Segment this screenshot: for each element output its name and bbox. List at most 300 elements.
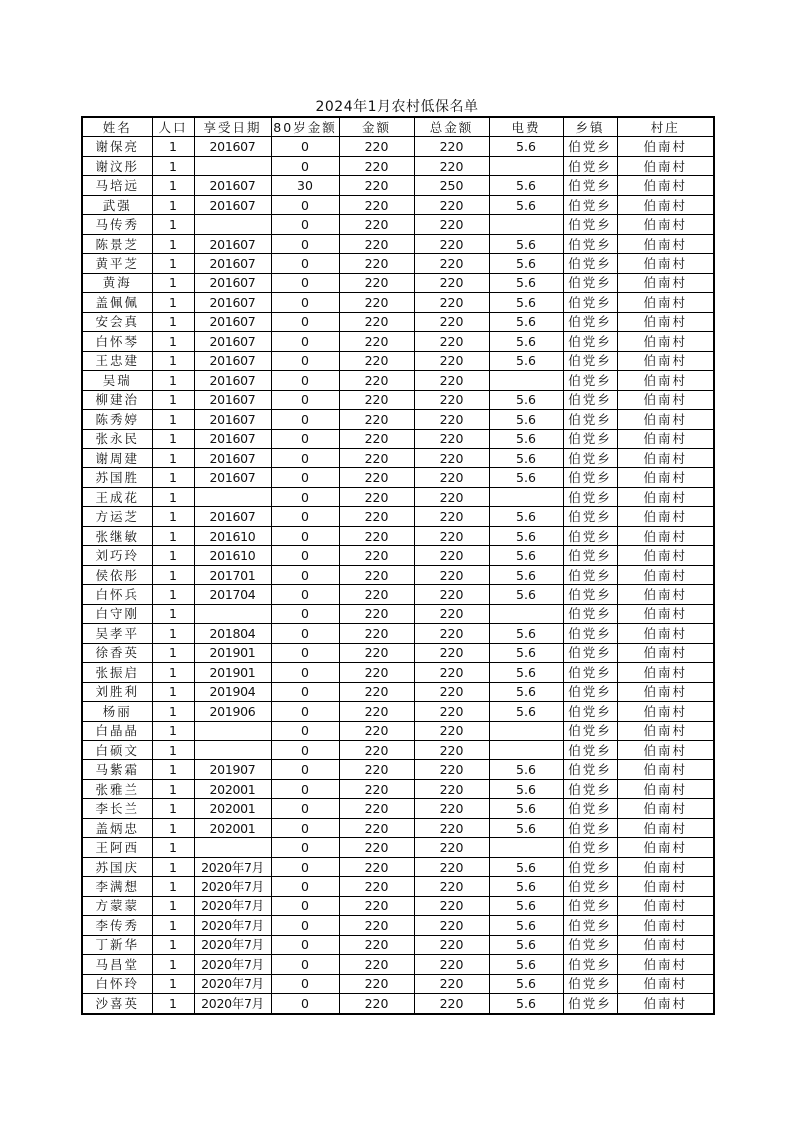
column-header-total-amount: 总金额 xyxy=(414,117,489,137)
cell-total-amount: 220 xyxy=(414,215,489,234)
cell-population: 1 xyxy=(152,916,194,935)
cell-electricity-fee: 5.6 xyxy=(489,293,563,312)
cell-township: 伯党乡 xyxy=(563,293,617,312)
cell-age80-amount: 0 xyxy=(271,916,339,935)
cell-electricity-fee xyxy=(489,741,563,760)
cell-amount: 220 xyxy=(339,974,414,993)
header-row xyxy=(82,117,714,137)
cell-age80-amount: 0 xyxy=(271,760,339,779)
cell-village: 伯南村 xyxy=(617,702,714,721)
cell-population: 1 xyxy=(152,682,194,701)
cell-age80-amount: 0 xyxy=(271,293,339,312)
cell-population: 1 xyxy=(152,838,194,857)
cell-amount: 220 xyxy=(339,935,414,954)
cell-electricity-fee: 5.6 xyxy=(489,643,563,662)
cell-population: 1 xyxy=(152,312,194,331)
cell-total-amount: 220 xyxy=(414,293,489,312)
table-row xyxy=(82,857,714,876)
cell-total-amount: 220 xyxy=(414,254,489,273)
column-header-amount: 金额 xyxy=(339,117,414,137)
cell-population: 1 xyxy=(152,721,194,740)
cell-population: 1 xyxy=(152,741,194,760)
cell-township: 伯党乡 xyxy=(563,410,617,429)
cell-age80-amount: 0 xyxy=(271,448,339,467)
cell-name: 侯依彤 xyxy=(82,565,152,584)
cell-electricity-fee: 5.6 xyxy=(489,994,563,1014)
cell-amount: 220 xyxy=(339,156,414,175)
cell-population: 1 xyxy=(152,604,194,623)
cell-age80-amount: 0 xyxy=(271,234,339,253)
cell-total-amount: 220 xyxy=(414,429,489,448)
subsidy-table xyxy=(81,116,715,1015)
cell-name: 王成花 xyxy=(82,487,152,506)
cell-village: 伯南村 xyxy=(617,935,714,954)
table-row xyxy=(82,741,714,760)
cell-village: 伯南村 xyxy=(617,215,714,234)
cell-age80-amount: 0 xyxy=(271,779,339,798)
cell-age80-amount: 0 xyxy=(271,721,339,740)
cell-population: 1 xyxy=(152,293,194,312)
cell-age80-amount: 30 xyxy=(271,176,339,195)
cell-township: 伯党乡 xyxy=(563,838,617,857)
cell-village: 伯南村 xyxy=(617,994,714,1014)
cell-village: 伯南村 xyxy=(617,643,714,662)
cell-age80-amount: 0 xyxy=(271,215,339,234)
cell-name: 谢周建 xyxy=(82,448,152,467)
table-row xyxy=(82,818,714,837)
cell-township: 伯党乡 xyxy=(563,526,617,545)
cell-start-date: 2020年7月 xyxy=(194,896,271,915)
cell-township: 伯党乡 xyxy=(563,818,617,837)
cell-village: 伯南村 xyxy=(617,410,714,429)
cell-total-amount: 220 xyxy=(414,410,489,429)
cell-total-amount: 250 xyxy=(414,176,489,195)
cell-name: 马昌堂 xyxy=(82,955,152,974)
cell-name: 方运芝 xyxy=(82,507,152,526)
cell-start-date: 2020年7月 xyxy=(194,955,271,974)
cell-amount: 220 xyxy=(339,390,414,409)
cell-population: 1 xyxy=(152,955,194,974)
cell-amount: 220 xyxy=(339,585,414,604)
cell-age80-amount: 0 xyxy=(271,429,339,448)
cell-electricity-fee: 5.6 xyxy=(489,332,563,351)
cell-township: 伯党乡 xyxy=(563,682,617,701)
cell-electricity-fee: 5.6 xyxy=(489,234,563,253)
cell-village: 伯南村 xyxy=(617,507,714,526)
cell-village: 伯南村 xyxy=(617,526,714,545)
cell-population: 1 xyxy=(152,896,194,915)
document-title: 2024年1月农村低保名单 xyxy=(315,99,479,115)
cell-amount: 220 xyxy=(339,332,414,351)
table-row xyxy=(82,974,714,993)
cell-start-date: 2020年7月 xyxy=(194,935,271,954)
cell-name: 李传秀 xyxy=(82,916,152,935)
cell-electricity-fee xyxy=(489,156,563,175)
cell-start-date: 201607 xyxy=(194,176,271,195)
cell-total-amount: 220 xyxy=(414,818,489,837)
table-row xyxy=(82,293,714,312)
cell-total-amount: 220 xyxy=(414,877,489,896)
cell-total-amount: 220 xyxy=(414,604,489,623)
cell-township: 伯党乡 xyxy=(563,565,617,584)
table-row xyxy=(82,234,714,253)
cell-start-date: 201607 xyxy=(194,429,271,448)
cell-start-date: 201610 xyxy=(194,546,271,565)
table-row xyxy=(82,994,714,1014)
cell-amount: 220 xyxy=(339,857,414,876)
table-row xyxy=(82,838,714,857)
cell-name: 杨丽 xyxy=(82,702,152,721)
column-header-age80-amount: 80岁金额 xyxy=(271,117,339,137)
cell-township: 伯党乡 xyxy=(563,741,617,760)
cell-population: 1 xyxy=(152,624,194,643)
table-row xyxy=(82,429,714,448)
cell-village: 伯南村 xyxy=(617,663,714,682)
cell-start-date: 201701 xyxy=(194,565,271,584)
cell-age80-amount: 0 xyxy=(271,507,339,526)
cell-start-date xyxy=(194,838,271,857)
cell-village: 伯南村 xyxy=(617,234,714,253)
table-row xyxy=(82,487,714,506)
cell-township: 伯党乡 xyxy=(563,390,617,409)
cell-population: 1 xyxy=(152,857,194,876)
cell-village: 伯南村 xyxy=(617,332,714,351)
cell-amount: 220 xyxy=(339,624,414,643)
cell-amount: 220 xyxy=(339,215,414,234)
cell-total-amount: 220 xyxy=(414,507,489,526)
cell-electricity-fee: 5.6 xyxy=(489,137,563,156)
cell-age80-amount: 0 xyxy=(271,390,339,409)
cell-village: 伯南村 xyxy=(617,137,714,156)
cell-amount: 220 xyxy=(339,507,414,526)
cell-name: 苏国胜 xyxy=(82,468,152,487)
cell-population: 1 xyxy=(152,799,194,818)
cell-electricity-fee: 5.6 xyxy=(489,799,563,818)
cell-total-amount: 220 xyxy=(414,663,489,682)
cell-village: 伯南村 xyxy=(617,877,714,896)
cell-name: 白守刚 xyxy=(82,604,152,623)
cell-township: 伯党乡 xyxy=(563,663,617,682)
cell-electricity-fee: 5.6 xyxy=(489,254,563,273)
table-row xyxy=(82,877,714,896)
cell-age80-amount: 0 xyxy=(271,624,339,643)
cell-name: 武强 xyxy=(82,195,152,214)
cell-township: 伯党乡 xyxy=(563,273,617,292)
cell-age80-amount: 0 xyxy=(271,838,339,857)
cell-village: 伯南村 xyxy=(617,624,714,643)
cell-name: 徐香英 xyxy=(82,643,152,662)
cell-name: 白怀琴 xyxy=(82,332,152,351)
cell-total-amount: 220 xyxy=(414,137,489,156)
cell-total-amount: 220 xyxy=(414,448,489,467)
cell-village: 伯南村 xyxy=(617,487,714,506)
column-header-township: 乡镇 xyxy=(563,117,617,137)
cell-name: 盖佩佩 xyxy=(82,293,152,312)
cell-total-amount: 220 xyxy=(414,779,489,798)
table-row xyxy=(82,565,714,584)
table-row xyxy=(82,410,714,429)
cell-electricity-fee: 5.6 xyxy=(489,818,563,837)
cell-name: 马培远 xyxy=(82,176,152,195)
cell-electricity-fee: 5.6 xyxy=(489,877,563,896)
cell-total-amount: 220 xyxy=(414,371,489,390)
cell-population: 1 xyxy=(152,818,194,837)
cell-amount: 220 xyxy=(339,254,414,273)
cell-amount: 220 xyxy=(339,137,414,156)
cell-amount: 220 xyxy=(339,799,414,818)
cell-name: 白晶晶 xyxy=(82,721,152,740)
cell-total-amount: 220 xyxy=(414,585,489,604)
table-row xyxy=(82,702,714,721)
cell-name: 苏国庆 xyxy=(82,857,152,876)
column-header-electricity-fee: 电费 xyxy=(489,117,563,137)
cell-total-amount: 220 xyxy=(414,351,489,370)
cell-age80-amount: 0 xyxy=(271,663,339,682)
cell-total-amount: 220 xyxy=(414,487,489,506)
cell-start-date: 2020年7月 xyxy=(194,974,271,993)
cell-township: 伯党乡 xyxy=(563,721,617,740)
cell-start-date: 201607 xyxy=(194,351,271,370)
cell-electricity-fee: 5.6 xyxy=(489,351,563,370)
cell-start-date: 201607 xyxy=(194,293,271,312)
cell-total-amount: 220 xyxy=(414,390,489,409)
cell-start-date: 201901 xyxy=(194,643,271,662)
cell-population: 1 xyxy=(152,760,194,779)
cell-amount: 220 xyxy=(339,176,414,195)
cell-village: 伯南村 xyxy=(617,818,714,837)
cell-start-date: 202001 xyxy=(194,779,271,798)
cell-total-amount: 220 xyxy=(414,955,489,974)
cell-start-date: 201607 xyxy=(194,195,271,214)
cell-name: 刘胜利 xyxy=(82,682,152,701)
cell-total-amount: 220 xyxy=(414,156,489,175)
cell-age80-amount: 0 xyxy=(271,935,339,954)
cell-age80-amount: 0 xyxy=(271,332,339,351)
cell-name: 张继敏 xyxy=(82,526,152,545)
cell-start-date: 201607 xyxy=(194,273,271,292)
cell-start-date: 2020年7月 xyxy=(194,994,271,1014)
cell-township: 伯党乡 xyxy=(563,332,617,351)
cell-electricity-fee: 5.6 xyxy=(489,507,563,526)
cell-population: 1 xyxy=(152,585,194,604)
cell-name: 陈秀婷 xyxy=(82,410,152,429)
cell-electricity-fee: 5.6 xyxy=(489,682,563,701)
cell-start-date: 201607 xyxy=(194,468,271,487)
column-header-name: 姓名 xyxy=(82,117,152,137)
cell-age80-amount: 0 xyxy=(271,604,339,623)
cell-population: 1 xyxy=(152,254,194,273)
cell-village: 伯南村 xyxy=(617,312,714,331)
cell-township: 伯党乡 xyxy=(563,468,617,487)
cell-amount: 220 xyxy=(339,565,414,584)
cell-start-date: 201607 xyxy=(194,254,271,273)
cell-name: 吴孝平 xyxy=(82,624,152,643)
table-row xyxy=(82,351,714,370)
cell-village: 伯南村 xyxy=(617,682,714,701)
table-body xyxy=(82,137,714,1014)
table-row xyxy=(82,156,714,175)
cell-amount: 220 xyxy=(339,643,414,662)
cell-population: 1 xyxy=(152,526,194,545)
cell-township: 伯党乡 xyxy=(563,955,617,974)
cell-township: 伯党乡 xyxy=(563,312,617,331)
cell-name: 张永民 xyxy=(82,429,152,448)
table-row xyxy=(82,546,714,565)
cell-total-amount: 220 xyxy=(414,565,489,584)
cell-township: 伯党乡 xyxy=(563,779,617,798)
cell-electricity-fee: 5.6 xyxy=(489,526,563,545)
cell-township: 伯党乡 xyxy=(563,799,617,818)
cell-age80-amount: 0 xyxy=(271,974,339,993)
cell-village: 伯南村 xyxy=(617,741,714,760)
cell-total-amount: 220 xyxy=(414,234,489,253)
table-row xyxy=(82,799,714,818)
cell-amount: 220 xyxy=(339,604,414,623)
cell-name: 王阿西 xyxy=(82,838,152,857)
cell-total-amount: 220 xyxy=(414,838,489,857)
cell-population: 1 xyxy=(152,273,194,292)
cell-name: 吴瑞 xyxy=(82,371,152,390)
cell-population: 1 xyxy=(152,663,194,682)
table-row xyxy=(82,663,714,682)
cell-township: 伯党乡 xyxy=(563,176,617,195)
cell-total-amount: 220 xyxy=(414,526,489,545)
cell-name: 方蒙蒙 xyxy=(82,896,152,915)
cell-name: 张振启 xyxy=(82,663,152,682)
cell-electricity-fee: 5.6 xyxy=(489,546,563,565)
cell-start-date xyxy=(194,721,271,740)
cell-amount: 220 xyxy=(339,896,414,915)
cell-total-amount: 220 xyxy=(414,195,489,214)
table-row xyxy=(82,371,714,390)
cell-total-amount: 220 xyxy=(414,896,489,915)
cell-population: 1 xyxy=(152,468,194,487)
cell-village: 伯南村 xyxy=(617,799,714,818)
cell-amount: 220 xyxy=(339,410,414,429)
table-row xyxy=(82,916,714,935)
cell-township: 伯党乡 xyxy=(563,916,617,935)
table-row xyxy=(82,176,714,195)
cell-age80-amount: 0 xyxy=(271,818,339,837)
table-row xyxy=(82,760,714,779)
cell-electricity-fee xyxy=(489,604,563,623)
cell-electricity-fee xyxy=(489,721,563,740)
cell-name: 谢汶彤 xyxy=(82,156,152,175)
cell-township: 伯党乡 xyxy=(563,137,617,156)
cell-amount: 220 xyxy=(339,916,414,935)
cell-electricity-fee xyxy=(489,215,563,234)
cell-village: 伯南村 xyxy=(617,429,714,448)
cell-age80-amount: 0 xyxy=(271,273,339,292)
cell-electricity-fee: 5.6 xyxy=(489,974,563,993)
table-row xyxy=(82,332,714,351)
cell-village: 伯南村 xyxy=(617,156,714,175)
cell-population: 1 xyxy=(152,877,194,896)
cell-age80-amount: 0 xyxy=(271,468,339,487)
cell-amount: 220 xyxy=(339,273,414,292)
cell-age80-amount: 0 xyxy=(271,643,339,662)
table-row xyxy=(82,682,714,701)
cell-electricity-fee: 5.6 xyxy=(489,410,563,429)
table-row xyxy=(82,721,714,740)
cell-village: 伯南村 xyxy=(617,838,714,857)
table-row xyxy=(82,195,714,214)
cell-township: 伯党乡 xyxy=(563,604,617,623)
cell-name: 白怀玲 xyxy=(82,974,152,993)
cell-population: 1 xyxy=(152,176,194,195)
cell-amount: 220 xyxy=(339,663,414,682)
cell-population: 1 xyxy=(152,156,194,175)
column-header-village: 村庄 xyxy=(617,117,714,137)
cell-village: 伯南村 xyxy=(617,448,714,467)
cell-start-date: 201607 xyxy=(194,507,271,526)
cell-age80-amount: 0 xyxy=(271,156,339,175)
table-row xyxy=(82,215,714,234)
table-row xyxy=(82,935,714,954)
cell-population: 1 xyxy=(152,779,194,798)
cell-name: 安会真 xyxy=(82,312,152,331)
cell-electricity-fee: 5.6 xyxy=(489,312,563,331)
cell-village: 伯南村 xyxy=(617,546,714,565)
cell-electricity-fee xyxy=(489,371,563,390)
cell-village: 伯南村 xyxy=(617,585,714,604)
cell-village: 伯南村 xyxy=(617,955,714,974)
cell-start-date: 2020年7月 xyxy=(194,857,271,876)
cell-start-date: 201704 xyxy=(194,585,271,604)
cell-electricity-fee: 5.6 xyxy=(489,273,563,292)
cell-total-amount: 220 xyxy=(414,624,489,643)
cell-start-date: 201607 xyxy=(194,448,271,467)
cell-start-date: 201907 xyxy=(194,760,271,779)
cell-township: 伯党乡 xyxy=(563,974,617,993)
cell-total-amount: 220 xyxy=(414,332,489,351)
cell-amount: 220 xyxy=(339,779,414,798)
cell-age80-amount: 0 xyxy=(271,585,339,604)
cell-population: 1 xyxy=(152,935,194,954)
table-row xyxy=(82,312,714,331)
table-row xyxy=(82,643,714,662)
cell-total-amount: 220 xyxy=(414,546,489,565)
cell-population: 1 xyxy=(152,448,194,467)
cell-age80-amount: 0 xyxy=(271,994,339,1014)
table-row xyxy=(82,585,714,604)
cell-name: 马紫霜 xyxy=(82,760,152,779)
cell-total-amount: 220 xyxy=(414,935,489,954)
cell-total-amount: 220 xyxy=(414,682,489,701)
cell-township: 伯党乡 xyxy=(563,215,617,234)
cell-electricity-fee: 5.6 xyxy=(489,468,563,487)
cell-population: 1 xyxy=(152,507,194,526)
cell-name: 盖炳忠 xyxy=(82,818,152,837)
cell-amount: 220 xyxy=(339,293,414,312)
table-row xyxy=(82,137,714,156)
cell-population: 1 xyxy=(152,351,194,370)
cell-total-amount: 220 xyxy=(414,702,489,721)
cell-population: 1 xyxy=(152,702,194,721)
table-row xyxy=(82,526,714,545)
cell-electricity-fee: 5.6 xyxy=(489,624,563,643)
cell-total-amount: 220 xyxy=(414,273,489,292)
cell-electricity-fee: 5.6 xyxy=(489,760,563,779)
cell-electricity-fee: 5.6 xyxy=(489,565,563,584)
cell-population: 1 xyxy=(152,429,194,448)
cell-township: 伯党乡 xyxy=(563,429,617,448)
column-header-start-date: 享受日期 xyxy=(194,117,271,137)
cell-township: 伯党乡 xyxy=(563,857,617,876)
cell-amount: 220 xyxy=(339,312,414,331)
cell-village: 伯南村 xyxy=(617,273,714,292)
cell-name: 刘巧玲 xyxy=(82,546,152,565)
